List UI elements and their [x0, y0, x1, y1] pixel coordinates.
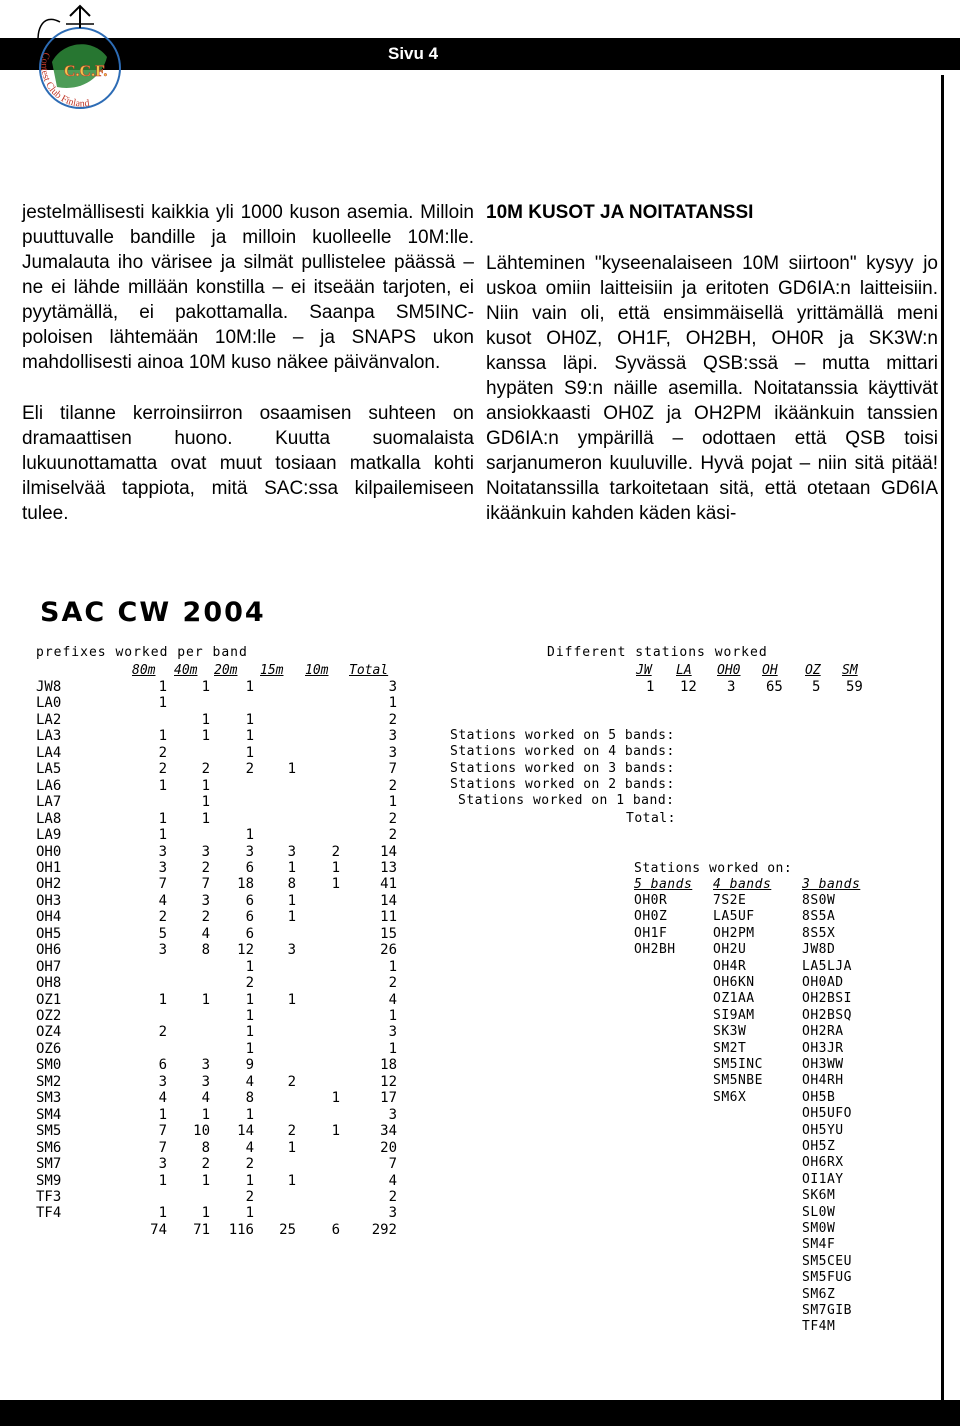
- different-stations-value: 12: [680, 679, 697, 695]
- prefix-row-cell: 7: [388, 761, 397, 777]
- right-paragraph: Lähteminen "kyseenalaiseen 10M siirtoon" kysyy jo uskoa omiin laitteisiin ja eritoten GD6IA:n laitteisiin. Niin vain oli, että ensimmäisellä yrittämällä meni kusot OH0Z, OH1F, OH2BH, OH0R ja SK3W:n kanssa läpi. Syvässä QSB:ssä – mutta mittari hypäten S9:n näille asemilla. Noitatanssia käyttivät ansiokkaasti OH0Z ja OH2PM ikäänkuin tanssien GD6IA:n ympärillä – odottaen että QSB toisi sarjanumeron kuuluville. Hyvä pojat – niin sitä pitää! Noitatanssilla tarkoitetaan sitä, että otetaan GD6IA ikäänkuin kahden käden käsi-: [486, 253, 938, 524]
- prefix-row-cell: 3: [201, 1057, 210, 1073]
- different-stations-header: OH0: [717, 663, 741, 678]
- callsign-item: SM2T: [713, 1041, 747, 1056]
- prefix-total-cell: 292: [371, 1222, 397, 1238]
- prefix-row-cell: 8: [201, 1140, 210, 1156]
- prefix-row-cell: 7: [158, 1123, 167, 1139]
- prefix-row-cell: 20: [380, 1140, 397, 1156]
- prefix-row-cell: 3: [158, 942, 167, 958]
- prefix-row-cell: 2: [287, 1123, 296, 1139]
- prefix-row-label: SM7: [36, 1156, 62, 1172]
- prefix-row-label: OH2: [36, 876, 62, 892]
- prefix-row-cell: 2: [388, 811, 397, 827]
- prefix-row-cell: 3: [201, 844, 210, 860]
- prefix-row-label: OH1: [36, 860, 62, 876]
- prefix-row-cell: 4: [245, 1140, 254, 1156]
- different-stations-value: 65: [766, 679, 783, 695]
- prefix-row-cell: 1: [158, 992, 167, 1008]
- prefix-row-label: SM2: [36, 1074, 62, 1090]
- prefix-row-cell: 2: [388, 1189, 397, 1205]
- prefix-row-label: OH8: [36, 975, 62, 991]
- callsign-item: OH6KN: [713, 975, 755, 990]
- different-stations-caption: Different stations worked: [547, 645, 768, 660]
- prefix-row-cell: 2: [201, 761, 210, 777]
- prefix-row-label: SM6: [36, 1140, 62, 1156]
- callsign-item: 8S0W: [802, 893, 836, 908]
- callsign-item: OH5UFO: [802, 1106, 852, 1121]
- prefix-row-label: OZ2: [36, 1008, 62, 1024]
- prefix-row-cell: 1: [331, 876, 340, 892]
- contest-club-finland-logo: [22, 2, 130, 126]
- worked-on-header: 3 bands: [802, 877, 861, 892]
- callsign-item: OH1F: [634, 926, 668, 941]
- worked-on-caption: Stations worked on:: [634, 861, 793, 876]
- callsign-item: SM5NBE: [713, 1073, 763, 1088]
- prefix-row-cell: 3: [158, 860, 167, 876]
- prefix-row-cell: 7: [158, 1140, 167, 1156]
- callsign-item: TF4M: [802, 1319, 836, 1334]
- prefix-row-cell: 1: [201, 1205, 210, 1221]
- prefix-table-header-5: Total: [349, 663, 389, 678]
- prefix-row-label: OH0: [36, 844, 62, 860]
- prefix-row-label: OH6: [36, 942, 62, 958]
- prefix-row-cell: 1: [287, 909, 296, 925]
- callsign-item: OH5B: [802, 1090, 836, 1105]
- prefix-row-cell: 3: [158, 1074, 167, 1090]
- prefix-row-label: LA9: [36, 827, 62, 843]
- prefix-row-cell: 2: [158, 909, 167, 925]
- prefix-row-cell: 1: [201, 992, 210, 1008]
- prefix-total-cell: 71: [193, 1222, 210, 1238]
- prefix-row-cell: 26: [380, 942, 397, 958]
- left-paragraph-2: Eli tilanne kerroinsiirron osaamisen suhteen on dramaattisen huono. Kuutta suomalaista lukuunottamatta ovat muut tosiaan matkalla kohti ilmiselvää tappiota, mitä SAC:ssa kilpailemiseen tulee.: [22, 403, 474, 524]
- prefix-row-label: SM0: [36, 1057, 62, 1073]
- prefix-row-cell: 1: [201, 728, 210, 744]
- prefix-row-cell: 11: [380, 909, 397, 925]
- prefix-table-header-2: 20m: [214, 663, 238, 678]
- callsign-item: SM0W: [802, 1221, 836, 1236]
- left-paragraph-1: jestelmällisesti kaikkia yli 1000 kuson asemia. Milloin puuttuvalle bandille ja milloin kuolleelle 10M:lle. Jumalauta iho värisee ja silmät pullistelee päässä – ne ei lähde millään konstilla – ei itseään tarjoten, ei pyytämällä, ei pakottamalla. Saanpa SM5INC-poloisen lähtemään 10M:lle – ja SNAPS ukon mahdollisesti ainoa 10M kuso näkee päivänvalon.: [22, 202, 474, 373]
- prefix-row-cell: 1: [245, 959, 254, 975]
- prefix-row-cell: 2: [388, 827, 397, 843]
- callsign-item: OH4R: [713, 959, 747, 974]
- prefix-row-cell: 2: [287, 1074, 296, 1090]
- prefix-row-label: JW8: [36, 679, 62, 695]
- prefix-total-cell: 74: [150, 1222, 167, 1238]
- callsign-item: SM5FUG: [802, 1270, 852, 1285]
- different-stations-header: LA: [676, 663, 692, 678]
- different-stations-header: OZ: [805, 663, 821, 678]
- prefix-row-cell: 3: [388, 728, 397, 744]
- prefix-row-cell: 1: [158, 728, 167, 744]
- prefix-row-label: OH4: [36, 909, 62, 925]
- section-heading: 10M KUSOT JA NOITATANSSI: [486, 202, 754, 223]
- prefix-row-label: TF4: [36, 1205, 62, 1221]
- prefix-row-cell: 1: [201, 712, 210, 728]
- prefix-row-label: OZ1: [36, 992, 62, 1008]
- callsign-item: OH2U: [713, 942, 747, 957]
- prefix-row-cell: 3: [287, 844, 296, 860]
- callsign-item: OH6RX: [802, 1155, 844, 1170]
- different-stations-header: OH: [762, 663, 778, 678]
- prefix-total-cell: 25: [279, 1222, 296, 1238]
- prefix-table-header-1: 40m: [174, 663, 198, 678]
- prefix-row-cell: 2: [388, 975, 397, 991]
- prefix-row-label: SM9: [36, 1173, 62, 1189]
- prefix-row-cell: 8: [287, 876, 296, 892]
- prefix-row-cell: 15: [380, 926, 397, 942]
- prefix-row-cell: 8: [201, 942, 210, 958]
- prefix-row-cell: 6: [245, 926, 254, 942]
- prefix-row-cell: 7: [388, 1156, 397, 1172]
- prefix-row-label: OZ4: [36, 1024, 62, 1040]
- prefix-row-cell: 3: [388, 679, 397, 695]
- prefix-row-cell: 1: [201, 811, 210, 827]
- prefix-row-cell: 1: [158, 811, 167, 827]
- prefix-row-cell: 1: [287, 860, 296, 876]
- callsign-item: OH2RA: [802, 1024, 844, 1039]
- band-stat-label: Stations worked on 3 bands:: [450, 761, 675, 776]
- callsign-item: SM5INC: [713, 1057, 763, 1072]
- prefix-row-cell: 6: [158, 1057, 167, 1073]
- prefix-row-cell: 1: [287, 1173, 296, 1189]
- callsign-item: 8S5A: [802, 909, 836, 924]
- different-stations-header: JW: [636, 663, 652, 678]
- prefix-row-cell: 1: [287, 992, 296, 1008]
- prefix-row-cell: 1: [287, 893, 296, 909]
- different-stations-value: 1: [646, 679, 655, 695]
- prefix-row-cell: 2: [245, 975, 254, 991]
- prefix-row-cell: 1: [245, 1041, 254, 1057]
- prefix-row-cell: 10: [193, 1123, 210, 1139]
- prefix-row-cell: 1: [245, 992, 254, 1008]
- prefix-row-cell: 1: [158, 1107, 167, 1123]
- prefix-row-label: LA3: [36, 728, 62, 744]
- prefix-row-cell: 2: [158, 745, 167, 761]
- prefix-row-cell: 1: [245, 728, 254, 744]
- band-stat-label: Stations worked on 2 bands:: [450, 777, 675, 792]
- prefix-row-label: LA7: [36, 794, 62, 810]
- prefix-row-cell: 1: [388, 695, 397, 711]
- prefix-row-cell: 7: [158, 876, 167, 892]
- prefix-row-cell: 12: [380, 1074, 397, 1090]
- prefix-row-cell: 2: [388, 778, 397, 794]
- header-bar: [0, 38, 960, 70]
- prefix-row-cell: 1: [158, 1205, 167, 1221]
- prefix-row-cell: 1: [245, 679, 254, 695]
- prefix-row-label: OH7: [36, 959, 62, 975]
- prefix-row-cell: 1: [245, 1024, 254, 1040]
- prefix-row-label: OH3: [36, 893, 62, 909]
- callsign-item: OH0AD: [802, 975, 844, 990]
- prefix-row-cell: 1: [388, 794, 397, 810]
- prefix-row-cell: 3: [388, 1107, 397, 1123]
- callsign-item: OH5Z: [802, 1139, 836, 1154]
- prefix-row-cell: 2: [158, 761, 167, 777]
- callsign-item: SM6Z: [802, 1287, 836, 1302]
- prefix-row-cell: 4: [388, 992, 397, 1008]
- prefix-row-cell: 6: [245, 893, 254, 909]
- prefix-row-cell: 2: [201, 860, 210, 876]
- footer-bar: [0, 1400, 960, 1426]
- prefix-row-cell: 9: [245, 1057, 254, 1073]
- prefix-row-cell: 1: [245, 1173, 254, 1189]
- prefix-row-cell: 3: [201, 893, 210, 909]
- prefix-row-cell: 1: [201, 679, 210, 695]
- prefix-row-cell: 1: [245, 712, 254, 728]
- prefix-row-cell: 41: [380, 876, 397, 892]
- callsign-item: SM6X: [713, 1090, 747, 1105]
- callsign-item: OH2BH: [634, 942, 676, 957]
- prefix-row-label: LA4: [36, 745, 62, 761]
- prefix-row-cell: 4: [158, 893, 167, 909]
- callsign-item: OH2BSI: [802, 991, 852, 1006]
- prefix-row-cell: 18: [237, 876, 254, 892]
- prefix-row-cell: 1: [201, 1107, 210, 1123]
- different-stations-value: 3: [727, 679, 736, 695]
- prefix-table-header-3: 15m: [260, 663, 284, 678]
- callsign-item: OH2BSQ: [802, 1008, 852, 1023]
- right-text-column: [486, 200, 938, 526]
- callsign-item: SM5CEU: [802, 1254, 852, 1269]
- sac-title: SAC CW 2004: [40, 597, 266, 628]
- page-number: Sivu 4: [388, 44, 439, 63]
- callsign-item: SK3W: [713, 1024, 747, 1039]
- prefix-row-cell: 1: [201, 778, 210, 794]
- callsign-item: SL0W: [802, 1205, 836, 1220]
- prefix-row-cell: 1: [388, 1008, 397, 1024]
- prefix-total-cell: 116: [228, 1222, 254, 1238]
- prefix-row-cell: 4: [245, 1074, 254, 1090]
- prefix-row-cell: 1: [331, 860, 340, 876]
- prefix-row-cell: 1: [201, 794, 210, 810]
- prefix-row-cell: 3: [245, 844, 254, 860]
- prefix-table-caption: prefixes worked per band: [36, 645, 248, 660]
- prefix-row-cell: 5: [158, 926, 167, 942]
- prefix-row-cell: 2: [201, 1156, 210, 1172]
- prefix-row-cell: 3: [388, 1205, 397, 1221]
- prefix-row-cell: 6: [245, 909, 254, 925]
- prefix-row-cell: 1: [245, 827, 254, 843]
- prefix-row-cell: 3: [287, 942, 296, 958]
- callsign-item: 8S5X: [802, 926, 836, 941]
- prefix-row-cell: 8: [245, 1090, 254, 1106]
- prefix-row-cell: 4: [388, 1173, 397, 1189]
- prefix-row-label: LA5: [36, 761, 62, 777]
- prefix-table-header-0: 80m: [132, 663, 156, 678]
- prefix-row-cell: 1: [201, 1173, 210, 1189]
- prefix-row-cell: 12: [237, 942, 254, 958]
- prefix-row-cell: 34: [380, 1123, 397, 1139]
- prefix-row-cell: 18: [380, 1057, 397, 1073]
- prefix-row-label: LA0: [36, 695, 62, 711]
- different-stations-header: SM: [842, 663, 858, 678]
- different-stations-value: 59: [846, 679, 863, 695]
- callsign-item: LA5UF: [713, 909, 755, 924]
- prefix-row-cell: 2: [158, 1024, 167, 1040]
- prefix-row-cell: 4: [201, 926, 210, 942]
- different-stations-value: 5: [812, 679, 821, 695]
- prefix-row-cell: 2: [388, 712, 397, 728]
- prefix-row-cell: 2: [201, 909, 210, 925]
- prefix-row-cell: 17: [380, 1090, 397, 1106]
- worked-on-header: 4 bands: [713, 877, 772, 892]
- callsign-item: OH0Z: [634, 909, 668, 924]
- callsign-item: OH3WW: [802, 1057, 844, 1072]
- prefix-row-cell: 1: [158, 1173, 167, 1189]
- prefix-row-cell: 1: [158, 679, 167, 695]
- callsign-item: OI1AY: [802, 1172, 844, 1187]
- prefix-row-cell: 1: [287, 761, 296, 777]
- prefix-row-cell: 3: [158, 844, 167, 860]
- prefix-row-cell: 3: [388, 745, 397, 761]
- callsign-item: OH4RH: [802, 1073, 844, 1088]
- prefix-row-cell: 1: [245, 1107, 254, 1123]
- prefix-row-cell: 13: [380, 860, 397, 876]
- prefix-row-cell: 1: [245, 1008, 254, 1024]
- prefix-row-label: SM5: [36, 1123, 62, 1139]
- band-stat-label: Stations worked on 1 band:: [458, 793, 675, 808]
- prefix-row-cell: 14: [237, 1123, 254, 1139]
- prefix-row-label: OH5: [36, 926, 62, 942]
- callsign-item: OH0R: [634, 893, 668, 908]
- worked-on-header: 5 bands: [634, 877, 693, 892]
- callsign-item: 7S2E: [713, 893, 747, 908]
- prefix-row-label: LA2: [36, 712, 62, 728]
- prefix-table-header-4: 10m: [305, 663, 329, 678]
- prefix-row-cell: 2: [245, 1156, 254, 1172]
- band-stat-label: Stations worked on 5 bands:: [450, 728, 675, 743]
- prefix-row-cell: 1: [245, 1205, 254, 1221]
- prefix-row-cell: 14: [380, 844, 397, 860]
- prefix-row-cell: 3: [388, 1024, 397, 1040]
- prefix-row-cell: 1: [158, 778, 167, 794]
- prefix-row-label: TF3: [36, 1189, 62, 1205]
- prefix-row-cell: 4: [201, 1090, 210, 1106]
- prefix-row-label: LA6: [36, 778, 62, 794]
- callsign-item: LA5LJA: [802, 959, 852, 974]
- callsign-item: JW8D: [802, 942, 836, 957]
- callsign-item: OH5YU: [802, 1123, 844, 1138]
- callsign-item: SM4F: [802, 1237, 836, 1252]
- prefix-row-cell: 2: [245, 761, 254, 777]
- prefix-row-cell: 2: [331, 844, 340, 860]
- prefix-row-label: SM3: [36, 1090, 62, 1106]
- band-stat-label: Total:: [626, 811, 676, 826]
- prefix-row-cell: 7: [201, 876, 210, 892]
- prefix-row-cell: 1: [245, 745, 254, 761]
- prefix-row-label: OZ6: [36, 1041, 62, 1057]
- callsign-item: SK6M: [802, 1188, 836, 1203]
- prefix-row-cell: 1: [158, 827, 167, 843]
- callsign-item: SI9AM: [713, 1008, 755, 1023]
- prefix-row-label: LA8: [36, 811, 62, 827]
- svg-text:Contest Club Finland: Contest Club Finland: [38, 51, 91, 110]
- prefix-row-cell: 1: [388, 959, 397, 975]
- prefix-row-cell: 3: [158, 1156, 167, 1172]
- prefix-row-cell: 1: [388, 1041, 397, 1057]
- prefix-row-cell: 6: [245, 860, 254, 876]
- svg-text:C.C.F.: C.C.F.: [64, 63, 108, 80]
- prefix-row-cell: 1: [158, 695, 167, 711]
- prefix-row-cell: 2: [245, 1189, 254, 1205]
- callsign-item: OH2PM: [713, 926, 755, 941]
- prefix-row-cell: 1: [287, 1140, 296, 1156]
- callsign-item: SM7GIB: [802, 1303, 852, 1318]
- callsign-item: OH3JR: [802, 1041, 844, 1056]
- band-stat-label: Stations worked on 4 bands:: [450, 744, 675, 759]
- callsign-item: OZ1AA: [713, 991, 755, 1006]
- left-text-column: [22, 200, 474, 526]
- prefix-total-cell: 6: [331, 1222, 340, 1238]
- prefix-row-cell: 4: [158, 1090, 167, 1106]
- prefix-row-cell: 14: [380, 893, 397, 909]
- prefix-row-label: SM4: [36, 1107, 62, 1123]
- right-border-rule: [941, 75, 944, 1410]
- prefix-row-cell: 3: [201, 1074, 210, 1090]
- prefix-row-cell: 1: [331, 1123, 340, 1139]
- prefix-row-cell: 1: [331, 1090, 340, 1106]
